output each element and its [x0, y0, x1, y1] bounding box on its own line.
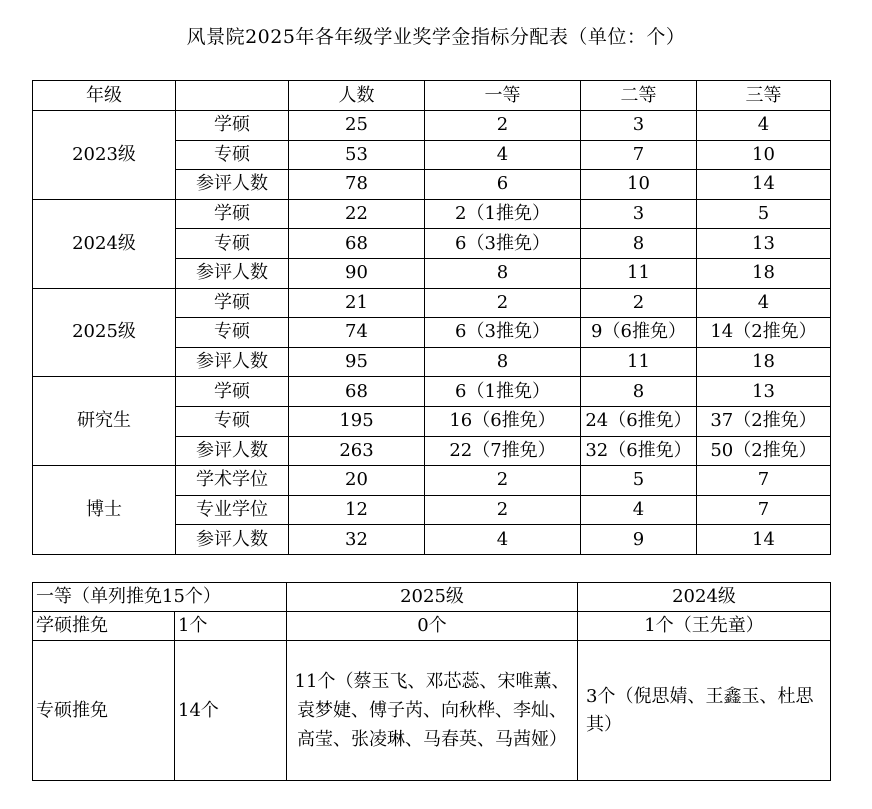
type-cell: 参评人数	[176, 347, 289, 377]
recommend-2025: 0个	[287, 612, 578, 641]
second-prize-cell: 11	[581, 258, 697, 288]
recommend-2025: 11个（蔡玉飞、邓芯蕊、宋唯薰、袁梦婕、傅子芮、向秋桦、李灿、高莹、张凌琳、马春英、马茜娅）	[287, 641, 578, 781]
first-prize-cell: 2	[425, 466, 581, 496]
third-prize-cell: 13	[697, 229, 831, 259]
count-cell: 195	[289, 406, 425, 436]
second-prize-cell: 7	[581, 140, 697, 170]
first-prize-cell: 6（3推免）	[425, 229, 581, 259]
third-prize-cell: 14	[697, 170, 831, 200]
header-third: 三等	[697, 81, 831, 111]
type-cell: 学硕	[176, 288, 289, 318]
third-prize-cell: 4	[697, 288, 831, 318]
grade-cell: 2025级	[33, 288, 176, 377]
table-row	[33, 466, 831, 496]
header-blank	[176, 81, 289, 111]
type-cell: 专硕	[176, 229, 289, 259]
type-cell: 专硕	[176, 140, 289, 170]
recommend-2024: 3个（倪思婧、王鑫玉、杜思其）	[578, 641, 831, 781]
recommend-header-2024: 2024级	[578, 583, 831, 612]
table-row	[33, 288, 831, 318]
count-cell: 22	[289, 199, 425, 229]
header-grade: 年级	[33, 81, 176, 111]
recommend-row-professional	[33, 641, 831, 781]
count-cell: 68	[289, 229, 425, 259]
first-prize-cell: 8	[425, 258, 581, 288]
count-cell: 20	[289, 466, 425, 496]
header-count: 人数	[289, 81, 425, 111]
recommend-header-2025: 2025级	[287, 583, 578, 612]
table-row	[33, 111, 831, 141]
type-cell: 学硕	[176, 199, 289, 229]
header-first: 一等	[425, 81, 581, 111]
first-prize-cell: 6（1推免）	[425, 377, 581, 407]
recommend-total: 1个	[175, 612, 287, 641]
recommend-header-label: 一等（单列推免15个）	[33, 583, 287, 612]
grade-cell: 2024级	[33, 199, 176, 288]
third-prize-cell: 5	[697, 199, 831, 229]
grade-cell: 2023级	[33, 111, 176, 200]
grade-cell: 研究生	[33, 377, 176, 466]
count-cell: 21	[289, 288, 425, 318]
first-prize-cell: 4	[425, 525, 581, 555]
third-prize-cell: 18	[697, 258, 831, 288]
type-cell: 学硕	[176, 377, 289, 407]
type-cell: 学术学位	[176, 466, 289, 496]
recommend-label: 学硕推免	[33, 612, 175, 641]
recommend-total: 14个	[175, 641, 287, 781]
first-prize-cell: 2	[425, 495, 581, 525]
first-prize-cell: 2（1推免）	[425, 199, 581, 229]
second-prize-cell: 2	[581, 288, 697, 318]
count-cell: 68	[289, 377, 425, 407]
type-cell: 专硕	[176, 406, 289, 436]
third-prize-cell: 14	[697, 525, 831, 555]
recommend-row-academic	[33, 612, 831, 641]
type-cell: 专硕	[176, 318, 289, 348]
first-prize-cell: 16（6推免）	[425, 406, 581, 436]
grade-cell: 博士	[33, 466, 176, 555]
recommend-2024: 1个（王先童）	[578, 612, 831, 641]
second-prize-cell: 3	[581, 199, 697, 229]
count-cell: 53	[289, 140, 425, 170]
type-cell: 参评人数	[176, 170, 289, 200]
page-title: 风景院2025年各年级学业奖学金指标分配表（单位：个）	[186, 26, 686, 48]
first-prize-cell: 8	[425, 347, 581, 377]
table-header-row	[33, 81, 831, 111]
count-cell: 90	[289, 258, 425, 288]
second-prize-cell: 9（6推免）	[581, 318, 697, 348]
second-prize-cell: 32（6推免）	[581, 436, 697, 466]
third-prize-cell: 7	[697, 495, 831, 525]
first-prize-cell: 6（3推免）	[425, 318, 581, 348]
third-prize-cell: 14（2推免）	[697, 318, 831, 348]
third-prize-cell: 37（2推免）	[697, 406, 831, 436]
first-prize-cell: 22（7推免）	[425, 436, 581, 466]
type-cell: 参评人数	[176, 258, 289, 288]
recommend-table	[32, 582, 831, 781]
third-prize-cell: 50（2推免）	[697, 436, 831, 466]
table-row	[33, 377, 831, 407]
second-prize-cell: 8	[581, 229, 697, 259]
third-prize-cell: 13	[697, 377, 831, 407]
first-prize-cell: 4	[425, 140, 581, 170]
recommend-label: 专硕推免	[33, 641, 175, 781]
first-prize-cell: 6	[425, 170, 581, 200]
second-prize-cell: 10	[581, 170, 697, 200]
recommend-header-row	[33, 583, 831, 612]
second-prize-cell: 4	[581, 495, 697, 525]
header-second: 二等	[581, 81, 697, 111]
second-prize-cell: 3	[581, 111, 697, 141]
type-cell: 专业学位	[176, 495, 289, 525]
third-prize-cell: 18	[697, 347, 831, 377]
first-prize-cell: 2	[425, 288, 581, 318]
count-cell: 74	[289, 318, 425, 348]
type-cell: 参评人数	[176, 436, 289, 466]
count-cell: 95	[289, 347, 425, 377]
quota-table	[32, 80, 831, 555]
second-prize-cell: 24（6推免）	[581, 406, 697, 436]
second-prize-cell: 8	[581, 377, 697, 407]
table-row	[33, 199, 831, 229]
type-cell: 学硕	[176, 111, 289, 141]
count-cell: 32	[289, 525, 425, 555]
count-cell: 12	[289, 495, 425, 525]
second-prize-cell: 9	[581, 525, 697, 555]
second-prize-cell: 11	[581, 347, 697, 377]
third-prize-cell: 7	[697, 466, 831, 496]
count-cell: 263	[289, 436, 425, 466]
third-prize-cell: 4	[697, 111, 831, 141]
count-cell: 25	[289, 111, 425, 141]
second-prize-cell: 5	[581, 466, 697, 496]
first-prize-cell: 2	[425, 111, 581, 141]
third-prize-cell: 10	[697, 140, 831, 170]
type-cell: 参评人数	[176, 525, 289, 555]
count-cell: 78	[289, 170, 425, 200]
